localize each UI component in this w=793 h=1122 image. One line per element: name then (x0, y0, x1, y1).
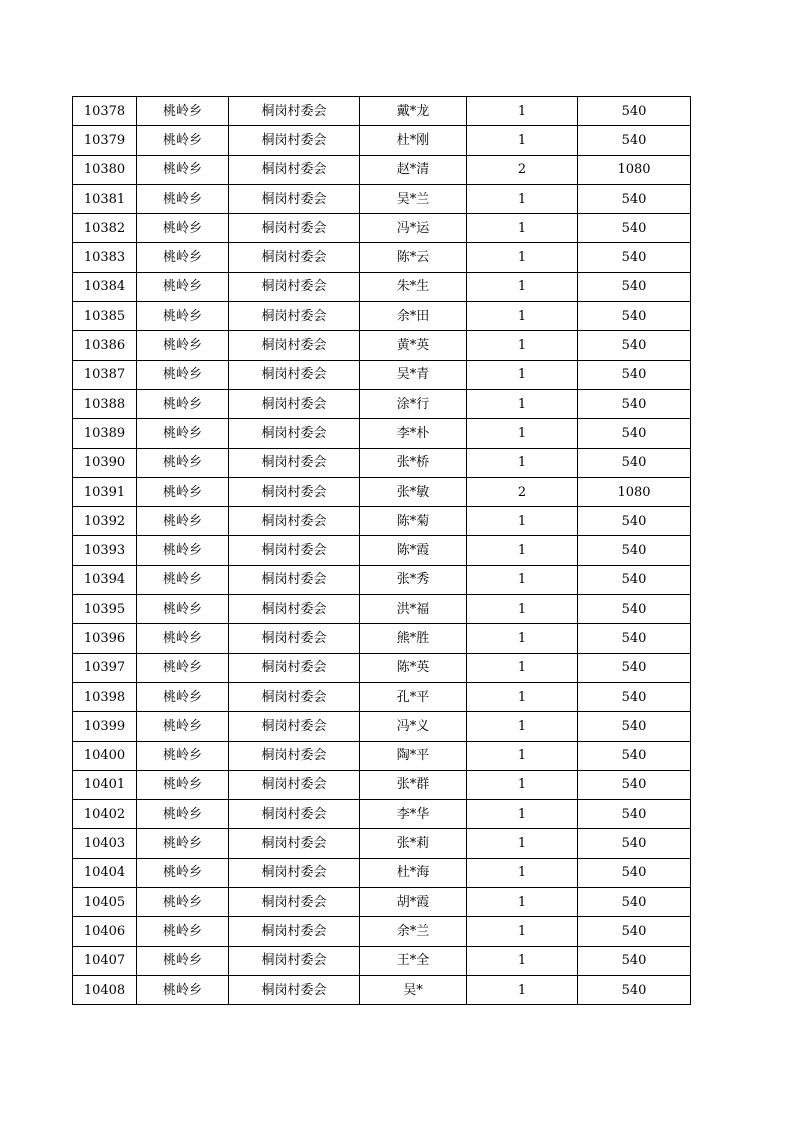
cell-amount: 1080 (578, 477, 691, 506)
cell-count: 2 (467, 477, 578, 506)
cell-amount: 540 (578, 975, 691, 1004)
cell-township: 桃岭乡 (137, 243, 229, 272)
cell-person-name: 李*朴 (360, 419, 467, 448)
cell-village-committee: 桐岗村委会 (229, 419, 360, 448)
cell-person-name: 王*全 (360, 946, 467, 975)
cell-person-name: 涂*行 (360, 389, 467, 418)
cell-township: 桃岭乡 (137, 975, 229, 1004)
table-row (73, 389, 691, 418)
cell-township: 桃岭乡 (137, 155, 229, 184)
cell-count: 1 (467, 712, 578, 741)
cell-serial-number: 10378 (73, 97, 137, 126)
cell-township: 桃岭乡 (137, 946, 229, 975)
cell-serial-number: 10390 (73, 448, 137, 477)
cell-count: 1 (467, 917, 578, 946)
cell-village-committee: 桐岗村委会 (229, 536, 360, 565)
cell-amount: 540 (578, 741, 691, 770)
cell-count: 1 (467, 507, 578, 536)
cell-serial-number: 10388 (73, 389, 137, 418)
cell-amount: 540 (578, 184, 691, 213)
cell-count: 1 (467, 653, 578, 682)
cell-village-committee: 桐岗村委会 (229, 653, 360, 682)
table-row (73, 477, 691, 506)
cell-amount: 540 (578, 595, 691, 624)
cell-serial-number: 10405 (73, 888, 137, 917)
cell-count: 1 (467, 624, 578, 653)
table-row (73, 419, 691, 448)
cell-serial-number: 10392 (73, 507, 137, 536)
table-row (73, 975, 691, 1004)
table-row (73, 536, 691, 565)
cell-amount: 540 (578, 448, 691, 477)
table-row (73, 214, 691, 243)
table-row (73, 507, 691, 536)
cell-township: 桃岭乡 (137, 741, 229, 770)
cell-township: 桃岭乡 (137, 360, 229, 389)
table-row (73, 155, 691, 184)
cell-serial-number: 10380 (73, 155, 137, 184)
cell-amount: 540 (578, 946, 691, 975)
table-row (73, 917, 691, 946)
cell-serial-number: 10403 (73, 829, 137, 858)
table-row (73, 946, 691, 975)
cell-person-name: 陈*菊 (360, 507, 467, 536)
cell-count: 1 (467, 243, 578, 272)
cell-village-committee: 桐岗村委会 (229, 595, 360, 624)
cell-township: 桃岭乡 (137, 712, 229, 741)
table-row (73, 331, 691, 360)
cell-amount: 540 (578, 858, 691, 887)
cell-serial-number: 10381 (73, 184, 137, 213)
cell-serial-number: 10384 (73, 272, 137, 301)
cell-amount: 540 (578, 360, 691, 389)
cell-amount: 1080 (578, 155, 691, 184)
cell-serial-number: 10399 (73, 712, 137, 741)
table-row (73, 97, 691, 126)
cell-person-name: 戴*龙 (360, 97, 467, 126)
cell-village-committee: 桐岗村委会 (229, 184, 360, 213)
cell-amount: 540 (578, 97, 691, 126)
cell-serial-number: 10385 (73, 302, 137, 331)
cell-township: 桃岭乡 (137, 800, 229, 829)
cell-village-committee: 桐岗村委会 (229, 858, 360, 887)
cell-person-name: 吴* (360, 975, 467, 1004)
table-row (73, 624, 691, 653)
cell-amount: 540 (578, 126, 691, 155)
cell-person-name: 陈*英 (360, 653, 467, 682)
cell-count: 1 (467, 888, 578, 917)
cell-amount: 540 (578, 214, 691, 243)
cell-amount: 540 (578, 302, 691, 331)
table-row (73, 741, 691, 770)
cell-amount: 540 (578, 536, 691, 565)
table-row (73, 272, 691, 301)
cell-amount: 540 (578, 682, 691, 711)
cell-township: 桃岭乡 (137, 624, 229, 653)
cell-amount: 540 (578, 565, 691, 594)
cell-village-committee: 桐岗村委会 (229, 272, 360, 301)
cell-village-committee: 桐岗村委会 (229, 331, 360, 360)
cell-amount: 540 (578, 507, 691, 536)
cell-village-committee: 桐岗村委会 (229, 917, 360, 946)
cell-amount: 540 (578, 800, 691, 829)
table-row (73, 360, 691, 389)
cell-township: 桃岭乡 (137, 272, 229, 301)
cell-village-committee: 桐岗村委会 (229, 712, 360, 741)
cell-township: 桃岭乡 (137, 565, 229, 594)
cell-amount: 540 (578, 917, 691, 946)
cell-count: 1 (467, 97, 578, 126)
cell-township: 桃岭乡 (137, 595, 229, 624)
cell-village-committee: 桐岗村委会 (229, 975, 360, 1004)
cell-village-committee: 桐岗村委会 (229, 682, 360, 711)
cell-village-committee: 桐岗村委会 (229, 946, 360, 975)
cell-village-committee: 桐岗村委会 (229, 97, 360, 126)
cell-serial-number: 10408 (73, 975, 137, 1004)
cell-village-committee: 桐岗村委会 (229, 243, 360, 272)
table-row (73, 888, 691, 917)
cell-count: 1 (467, 946, 578, 975)
cell-village-committee: 桐岗村委会 (229, 624, 360, 653)
table-row (73, 770, 691, 799)
cell-amount: 540 (578, 419, 691, 448)
roster-table-body (73, 97, 691, 1005)
cell-serial-number: 10404 (73, 858, 137, 887)
cell-person-name: 吴*兰 (360, 184, 467, 213)
cell-person-name: 杜*刚 (360, 126, 467, 155)
cell-count: 1 (467, 360, 578, 389)
cell-township: 桃岭乡 (137, 829, 229, 858)
cell-person-name: 张*莉 (360, 829, 467, 858)
cell-amount: 540 (578, 272, 691, 301)
cell-count: 1 (467, 302, 578, 331)
cell-township: 桃岭乡 (137, 97, 229, 126)
cell-township: 桃岭乡 (137, 653, 229, 682)
table-row (73, 243, 691, 272)
cell-township: 桃岭乡 (137, 419, 229, 448)
cell-person-name: 洪*福 (360, 595, 467, 624)
cell-count: 1 (467, 214, 578, 243)
cell-person-name: 余*田 (360, 302, 467, 331)
cell-serial-number: 10395 (73, 595, 137, 624)
cell-count: 1 (467, 184, 578, 213)
cell-village-committee: 桐岗村委会 (229, 829, 360, 858)
cell-village-committee: 桐岗村委会 (229, 770, 360, 799)
cell-village-committee: 桐岗村委会 (229, 360, 360, 389)
cell-serial-number: 10391 (73, 477, 137, 506)
cell-count: 1 (467, 682, 578, 711)
cell-serial-number: 10387 (73, 360, 137, 389)
cell-count: 1 (467, 800, 578, 829)
cell-township: 桃岭乡 (137, 331, 229, 360)
cell-township: 桃岭乡 (137, 214, 229, 243)
cell-person-name: 胡*霞 (360, 888, 467, 917)
cell-person-name: 陈*云 (360, 243, 467, 272)
cell-serial-number: 10379 (73, 126, 137, 155)
cell-village-committee: 桐岗村委会 (229, 565, 360, 594)
table-row (73, 126, 691, 155)
cell-count: 2 (467, 155, 578, 184)
cell-person-name: 陶*平 (360, 741, 467, 770)
cell-count: 1 (467, 331, 578, 360)
cell-person-name: 张*群 (360, 770, 467, 799)
cell-serial-number: 10401 (73, 770, 137, 799)
cell-person-name: 熊*胜 (360, 624, 467, 653)
cell-serial-number: 10383 (73, 243, 137, 272)
cell-serial-number: 10398 (73, 682, 137, 711)
cell-person-name: 杜*海 (360, 858, 467, 887)
cell-amount: 540 (578, 888, 691, 917)
cell-township: 桃岭乡 (137, 126, 229, 155)
cell-person-name: 余*兰 (360, 917, 467, 946)
cell-serial-number: 10396 (73, 624, 137, 653)
table-row (73, 682, 691, 711)
cell-person-name: 朱*生 (360, 272, 467, 301)
cell-person-name: 李*华 (360, 800, 467, 829)
cell-township: 桃岭乡 (137, 302, 229, 331)
cell-village-committee: 桐岗村委会 (229, 741, 360, 770)
cell-township: 桃岭乡 (137, 858, 229, 887)
cell-serial-number: 10407 (73, 946, 137, 975)
cell-township: 桃岭乡 (137, 389, 229, 418)
cell-count: 1 (467, 858, 578, 887)
cell-township: 桃岭乡 (137, 770, 229, 799)
cell-amount: 540 (578, 243, 691, 272)
cell-amount: 540 (578, 712, 691, 741)
cell-count: 1 (467, 389, 578, 418)
table-row (73, 448, 691, 477)
cell-township: 桃岭乡 (137, 917, 229, 946)
cell-village-committee: 桐岗村委会 (229, 389, 360, 418)
cell-serial-number: 10382 (73, 214, 137, 243)
cell-amount: 540 (578, 624, 691, 653)
cell-amount: 540 (578, 770, 691, 799)
cell-count: 1 (467, 448, 578, 477)
cell-count: 1 (467, 770, 578, 799)
cell-village-committee: 桐岗村委会 (229, 800, 360, 829)
cell-person-name: 赵*清 (360, 155, 467, 184)
cell-count: 1 (467, 419, 578, 448)
cell-village-committee: 桐岗村委会 (229, 302, 360, 331)
cell-person-name: 张*秀 (360, 565, 467, 594)
table-row (73, 653, 691, 682)
cell-township: 桃岭乡 (137, 536, 229, 565)
cell-person-name: 孔*平 (360, 682, 467, 711)
cell-serial-number: 10397 (73, 653, 137, 682)
table-row (73, 829, 691, 858)
cell-village-committee: 桐岗村委会 (229, 126, 360, 155)
cell-serial-number: 10394 (73, 565, 137, 594)
cell-village-committee: 桐岗村委会 (229, 448, 360, 477)
cell-amount: 540 (578, 389, 691, 418)
table-row (73, 565, 691, 594)
cell-serial-number: 10393 (73, 536, 137, 565)
cell-person-name: 冯*运 (360, 214, 467, 243)
cell-person-name: 吴*青 (360, 360, 467, 389)
cell-count: 1 (467, 272, 578, 301)
subsidy-roster-table (72, 96, 691, 1005)
cell-township: 桃岭乡 (137, 477, 229, 506)
cell-serial-number: 10406 (73, 917, 137, 946)
cell-township: 桃岭乡 (137, 184, 229, 213)
table-row (73, 302, 691, 331)
cell-serial-number: 10402 (73, 800, 137, 829)
cell-count: 1 (467, 975, 578, 1004)
cell-person-name: 张*敏 (360, 477, 467, 506)
cell-amount: 540 (578, 653, 691, 682)
cell-village-committee: 桐岗村委会 (229, 888, 360, 917)
cell-count: 1 (467, 565, 578, 594)
cell-serial-number: 10389 (73, 419, 137, 448)
table-row (73, 858, 691, 887)
cell-person-name: 张*桥 (360, 448, 467, 477)
cell-township: 桃岭乡 (137, 682, 229, 711)
cell-count: 1 (467, 536, 578, 565)
cell-amount: 540 (578, 331, 691, 360)
cell-township: 桃岭乡 (137, 888, 229, 917)
cell-count: 1 (467, 829, 578, 858)
cell-count: 1 (467, 741, 578, 770)
cell-township: 桃岭乡 (137, 448, 229, 477)
cell-village-committee: 桐岗村委会 (229, 507, 360, 536)
table-row (73, 595, 691, 624)
table-row (73, 184, 691, 213)
table-row (73, 712, 691, 741)
cell-count: 1 (467, 126, 578, 155)
cell-person-name: 冯*义 (360, 712, 467, 741)
cell-serial-number: 10386 (73, 331, 137, 360)
cell-village-committee: 桐岗村委会 (229, 214, 360, 243)
table-row (73, 800, 691, 829)
cell-township: 桃岭乡 (137, 507, 229, 536)
cell-count: 1 (467, 595, 578, 624)
cell-person-name: 陈*霞 (360, 536, 467, 565)
cell-village-committee: 桐岗村委会 (229, 477, 360, 506)
cell-amount: 540 (578, 829, 691, 858)
cell-village-committee: 桐岗村委会 (229, 155, 360, 184)
cell-person-name: 黄*英 (360, 331, 467, 360)
cell-serial-number: 10400 (73, 741, 137, 770)
